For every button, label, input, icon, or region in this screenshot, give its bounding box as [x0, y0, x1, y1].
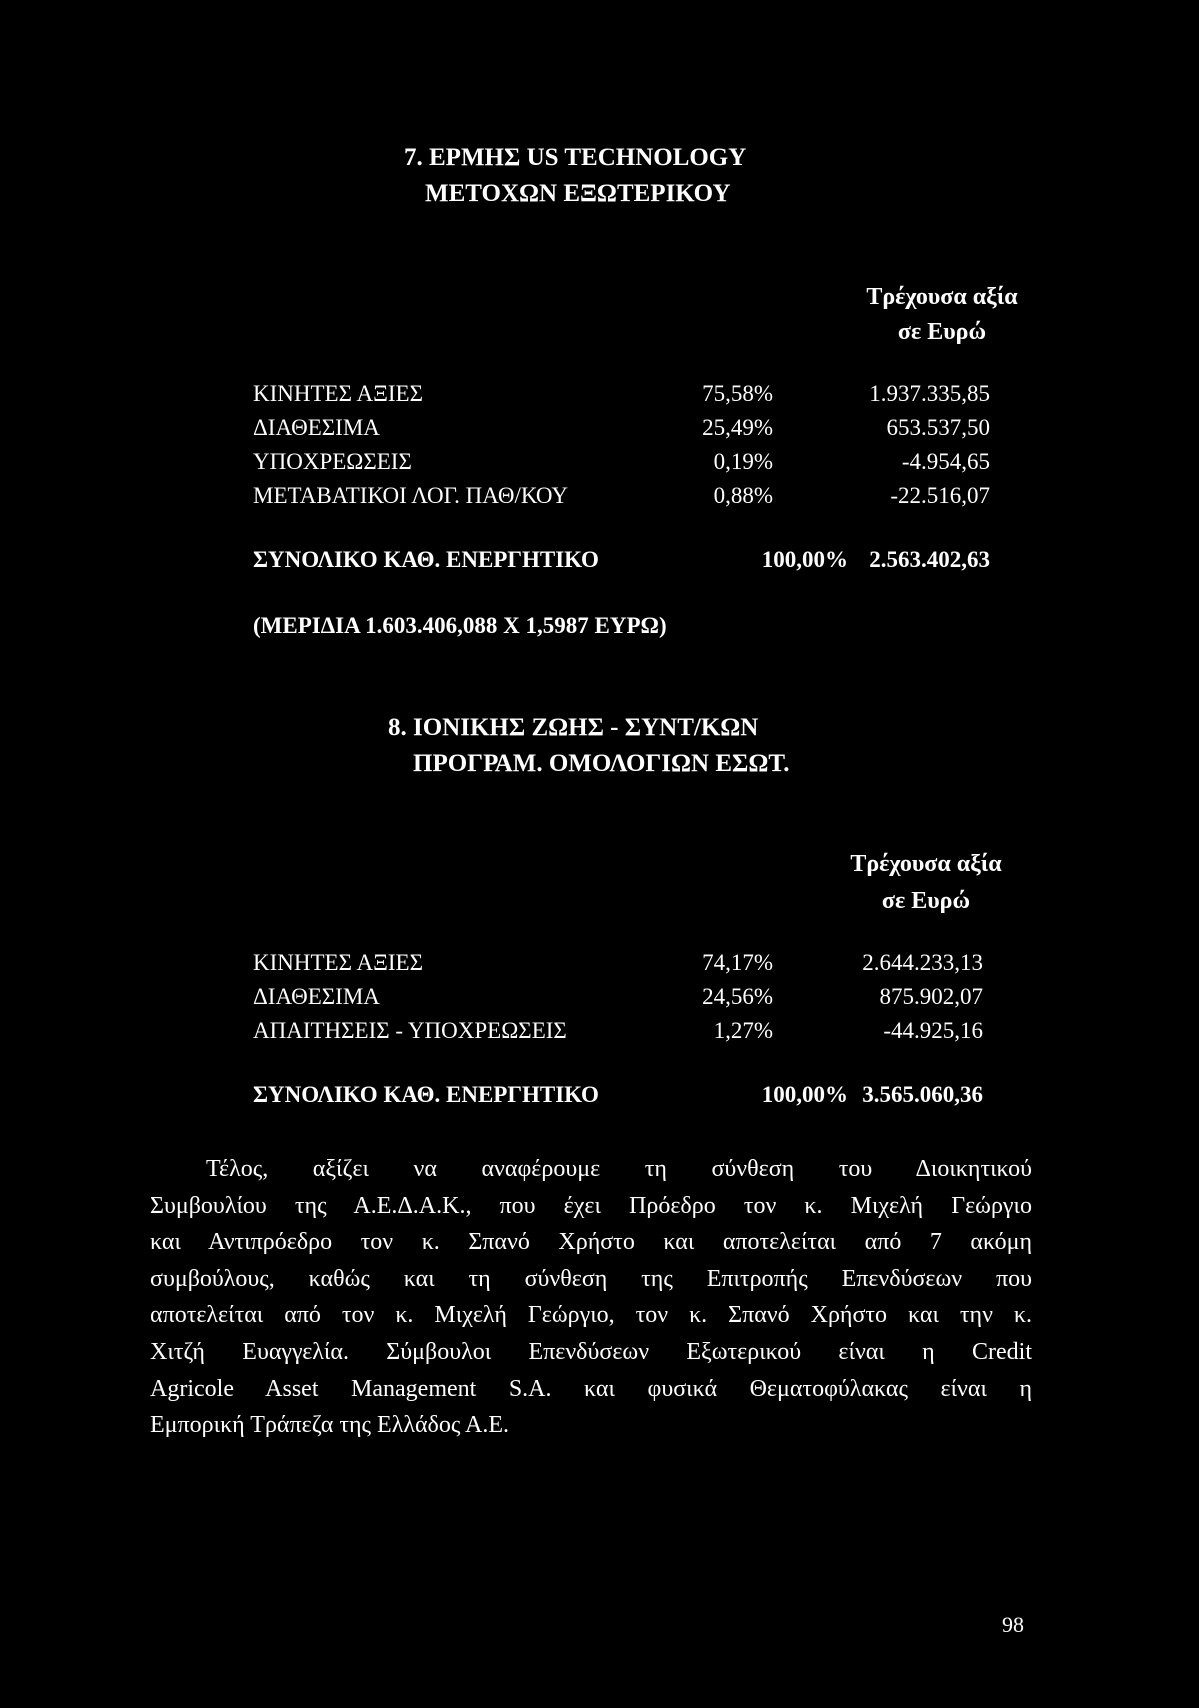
paragraph-line: Χιτζή Ευαγγελία. Σύμβουλοι Επενδύσεων Εξωτερικού είναι η Credit [150, 1338, 1032, 1365]
row-label: ΚΙΝΗΤΕΣ ΑΞΙΕΣ [253, 950, 423, 975]
row-value: -44.925,16 [883, 1018, 983, 1043]
row-percent: 75,58% [702, 381, 773, 406]
row-label: ΔΙΑΘΕΣΙΜΑ [253, 984, 380, 1009]
table-row [0, 1014, 1199, 1048]
row-value: 653.537,50 [886, 415, 990, 440]
fund8-title-line1: 8. ΙΟΝΙΚΗΣ ΖΩΗΣ - ΣΥΝΤ/ΚΩΝ [388, 714, 759, 741]
table-row [0, 980, 1199, 1014]
fund7-title-line2: ΜΕΤΟΧΩΝ ΕΞΩΤΕΡΙΚΟΥ [425, 180, 731, 207]
row-value: 2.644.233,13 [862, 950, 983, 975]
table-row [0, 377, 1199, 411]
fund7-value-header-line2: σε Ευρώ [897, 319, 987, 345]
fund7-value-header-line1: Τρέχουσα αξία [866, 284, 1018, 310]
row-value: -4.954,65 [901, 449, 990, 474]
table-row [0, 411, 1199, 445]
row-label: ΑΠΑΙΤΗΣΕΙΣ - ΥΠΟΧΡΕΩΣΕΙΣ [253, 1018, 567, 1043]
paragraph-line: Εμπορική Τράπεζα της Ελλάδος Α.Ε. [150, 1412, 510, 1439]
page-number: 98 [1002, 1612, 1024, 1637]
total-label: ΣΥΝΟΛΙΚΟ ΚΑΘ. ΕΝΕΡΓΗΤΙΚΟ [253, 1082, 599, 1107]
table-row [0, 445, 1199, 479]
table-row [0, 479, 1199, 513]
row-value: 1.937.335,85 [869, 381, 990, 406]
fund8-value-header-line1: Τρέχουσα αξία [850, 851, 1002, 877]
total-value: 3.565.060,36 [862, 1082, 983, 1107]
fund7-title-line1: 7. ΕΡΜΗΣ US TECHNOLOGY [404, 144, 747, 171]
row-label: ΜΕΤΑΒΑΤΙΚΟΙ ΛΟΓ. ΠΑΘ/ΚΟΥ [253, 483, 568, 508]
row-value: -22.516,07 [890, 483, 990, 508]
table-row [0, 946, 1199, 980]
fund8-title-line2: ΠΡΟΓΡΑΜ. ΟΜΟΛΟΓΙΩΝ ΕΣΩΤ. [413, 750, 790, 777]
paragraph-line: Agricole Asset Management S.A. και φυσικά Θεματοφύλακας είναι η [150, 1375, 1032, 1402]
row-percent: 1,27% [713, 1018, 773, 1043]
row-percent: 0,88% [713, 483, 773, 508]
total-row [0, 543, 1199, 577]
total-row [0, 1078, 1199, 1112]
row-label: ΥΠΟΧΡΕΩΣΕΙΣ [253, 449, 412, 474]
total-percent: 100,00% [761, 547, 848, 572]
paragraph-line: και Αντιπρόεδρο τον κ. Σπανό Χρήστο και αποτελείται από 7 ακόμη [150, 1229, 1032, 1256]
total-percent: 100,00% [761, 1082, 848, 1107]
paragraph-line: αποτελείται από τον κ. Μιχελή Γεώργιο, τον κ. Σπανό Χρήστο και την κ. [150, 1302, 1032, 1329]
paragraph-line: Τέλος, αξίζει να αναφέρουμε τη σύνθεση του Διοικητικού [206, 1156, 1032, 1182]
fund8-value-header-line2: σε Ευρώ [881, 888, 971, 914]
row-percent: 74,17% [702, 950, 773, 975]
row-percent: 25,49% [702, 415, 773, 440]
row-label: ΔΙΑΘΕΣΙΜΑ [253, 415, 380, 440]
total-value: 2.563.402,63 [869, 547, 990, 572]
board-composition-paragraph [150, 1151, 1032, 1444]
paragraph-line: Συμβουλίου της Α.Ε.Δ.Α.Κ., που έχει Πρόεδρο τον κ. Μιχελή Γεώργιο [150, 1192, 1032, 1219]
row-percent: 0,19% [713, 449, 773, 474]
paragraph-line: συμβούλους, καθώς και τη σύνθεση της Επιτροπής Επενδύσεων που [150, 1265, 1032, 1292]
row-value: 875.902,07 [879, 984, 983, 1009]
total-label: ΣΥΝΟΛΙΚΟ ΚΑΘ. ΕΝΕΡΓΗΤΙΚΟ [253, 547, 599, 572]
row-percent: 24,56% [702, 984, 773, 1009]
fund7-units-note: (ΜΕΡΙΔΙΑ 1.603.406,088 Χ 1,5987 ΕΥΡΩ) [253, 613, 667, 638]
row-label: ΚΙΝΗΤΕΣ ΑΞΙΕΣ [253, 381, 423, 406]
